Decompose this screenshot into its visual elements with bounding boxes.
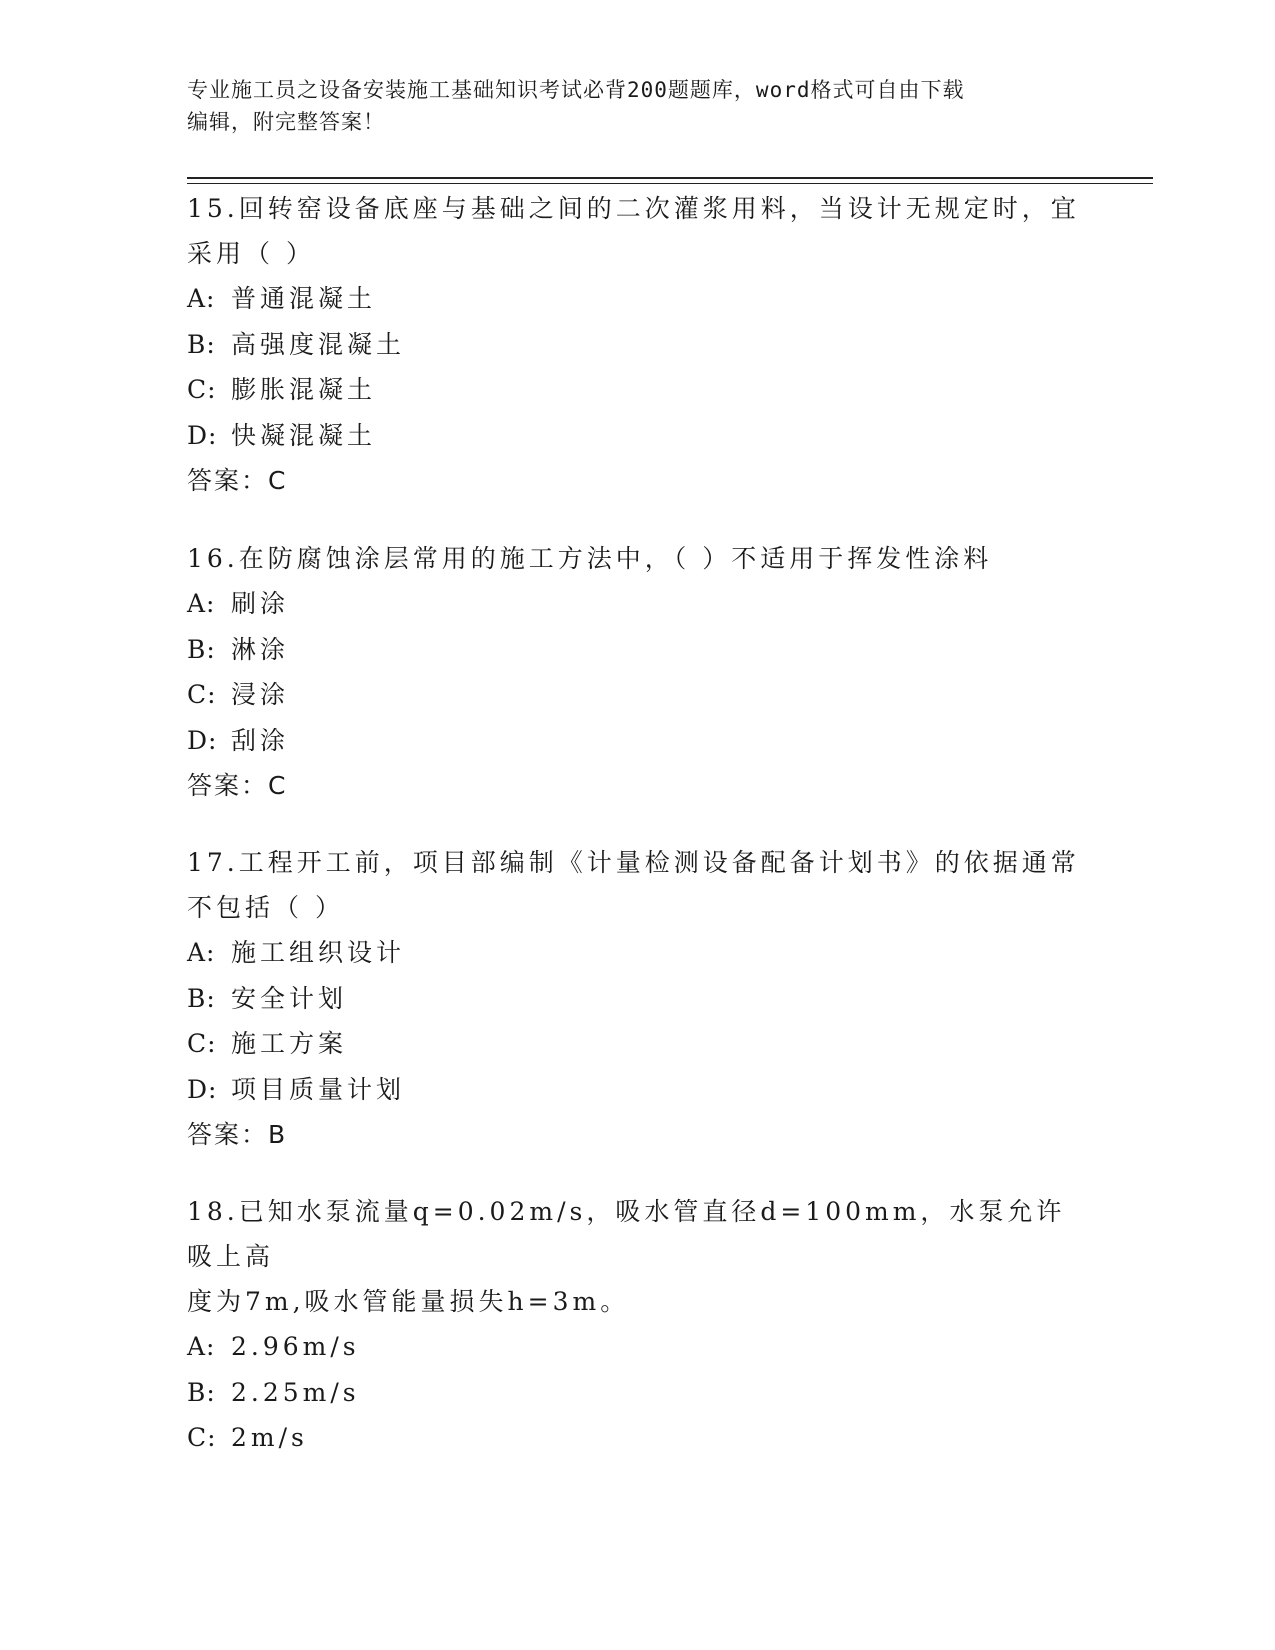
option-b [187,627,1087,673]
question-stem-line-1: 16.在防腐蚀涂层常用的施工方法中，（ ）不适用于挥发性涂料 [187,544,993,573]
option-text: 2m/s [231,1423,308,1452]
option-text: 安全计划 [231,983,348,1013]
option-a [187,276,1087,322]
option-a [187,581,1087,627]
option-text: 普通混凝土 [231,284,377,313]
header-line-2: 编辑，附完整答案！ [187,110,385,134]
option-b [187,322,1087,368]
answer: 答案：C [187,771,288,800]
option-letter: C: [187,375,217,404]
question-stem-line-1: 18.已知水泵流量q=0.02m/s，吸水管直径d=100mm，水泵允许吸上高 [187,1197,1066,1271]
question-18 [187,1189,1087,1461]
header-line-1: 专业施工员之设备安装施工基础知识考试必背200题题库，word格式可自由下载 [187,78,965,102]
option-text: 项目质量计划 [231,1074,406,1104]
option-letter: A: [187,284,216,313]
option-c [187,672,1087,718]
option-letter: B: [187,983,216,1013]
option-c [187,1021,1087,1067]
option-text: 刷涂 [231,589,290,618]
option-letter: C: [187,1029,217,1058]
question-stem-line-2: 采用（ ） [187,239,315,268]
option-text: 快凝混凝土 [231,420,377,450]
option-text: 刮涂 [231,725,290,755]
option-d [187,413,1087,459]
option-text: 2.96m/s [231,1332,360,1361]
option-letter: D: [187,725,218,755]
option-d [187,718,1087,764]
question-stem-line-2: 不包括（ ） [187,893,344,922]
header-rule-thin [187,183,1153,184]
question-15 [187,186,1087,503]
option-letter: B: [187,329,216,359]
option-c [187,1415,1087,1461]
header-rule-thick [187,177,1153,179]
option-letter: C: [187,1423,217,1452]
question-stem-line-1: 15.回转窑设备底座与基础之间的二次灌浆用料，当设计无规定时，宜 [187,194,1080,223]
document-header [187,74,1067,138]
option-text: 浸涂 [231,680,290,709]
option-a [187,1324,1087,1370]
answer: 答案：B [187,1120,288,1149]
option-b [187,1370,1087,1416]
option-letter: D: [187,420,218,450]
option-d [187,1067,1087,1113]
option-text: 施工组织设计 [231,938,406,967]
question-16 [187,536,1087,808]
option-b [187,976,1087,1022]
option-letter: A: [187,1332,216,1361]
question-stem-line-2: 度为7m,吸水管能量损失h=3m。 [187,1287,630,1316]
option-letter: B: [187,1377,216,1407]
option-c [187,367,1087,413]
option-text: 施工方案 [231,1029,348,1058]
option-text: 膨胀混凝土 [231,375,377,404]
option-letter: C: [187,680,217,709]
option-text: 高强度混凝土 [231,329,406,359]
option-letter: A: [187,589,216,618]
option-letter: B: [187,634,216,664]
option-a [187,930,1087,976]
answer: 答案：C [187,466,288,495]
question-17 [187,840,1087,1157]
question-stem-line-1: 17.工程开工前，项目部编制《计量检测设备配备计划书》的依据通常 [187,848,1080,877]
option-text: 2.25m/s [231,1377,360,1407]
option-letter: D: [187,1074,218,1104]
option-letter: A: [187,938,216,967]
option-text: 淋涂 [231,634,290,664]
